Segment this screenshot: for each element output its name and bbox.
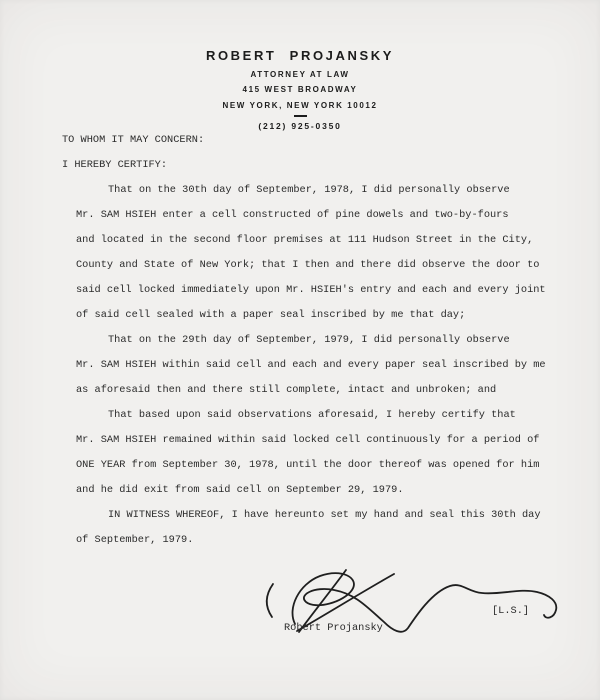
salutation: TO WHOM IT MAY CONCERN: xyxy=(62,134,205,146)
document-line: as aforesaid then and there still complete, intact and unbroken; and xyxy=(76,384,497,396)
letterhead-title: ATTORNEY AT LAW xyxy=(250,69,350,79)
signature-typed-name: Robert Projansky xyxy=(284,622,383,634)
document-line: Mr. SAM HSIEH within said cell and each and every paper seal inscribed by me xyxy=(76,359,546,371)
letterhead xyxy=(0,48,600,131)
document-body xyxy=(62,128,570,553)
document-line: IN WITNESS WHEREOF, I have hereunto set my hand and seal this 30th day xyxy=(108,509,541,521)
document-line: County and State of New York; that I then and there did observe the door to xyxy=(76,259,540,271)
letterhead-address-street: 415 WEST BROADWAY xyxy=(242,85,358,94)
document-line: and he did exit from said cell on September 29, 1979. xyxy=(76,484,404,496)
body-lines-host xyxy=(62,178,570,553)
letterhead-name: ROBERT PROJANSKY xyxy=(205,48,394,63)
document-line: said cell locked immediately upon Mr. HSIEH's entry and each and every joint xyxy=(76,284,546,296)
letterhead-phone: (212) 925-0350 xyxy=(258,120,342,131)
document-line: That on the 30th day of September, 1978, I did personally observe xyxy=(108,184,510,196)
document-line: and located in the second floor premises at 111 Hudson Street in the City, xyxy=(76,234,534,246)
document-line: of September, 1979. xyxy=(76,534,194,546)
document-line: That on the 29th day of September, 1979, I did personally observe xyxy=(108,334,510,346)
certify-heading: I HEREBY CERTIFY: xyxy=(62,159,168,171)
document-line: ONE YEAR from September 30, 1978, until the door thereof was opened for him xyxy=(76,459,540,471)
letterhead-address-city: NEW YORK, NEW YORK 10012 xyxy=(222,100,378,110)
letterhead-divider xyxy=(294,115,307,117)
document-line: That based upon said observations aforesaid, I hereby certify that xyxy=(108,409,516,421)
document-line: of said cell sealed with a paper seal inscribed by me that day; xyxy=(76,309,466,321)
document-line: Mr. SAM HSIEH remained within said locked cell continuously for a period of xyxy=(76,434,540,446)
document-line: Mr. SAM HSIEH enter a cell constructed of pine dowels and two-by-fours xyxy=(76,209,509,221)
seal-mark: [L.S.] xyxy=(492,605,530,617)
